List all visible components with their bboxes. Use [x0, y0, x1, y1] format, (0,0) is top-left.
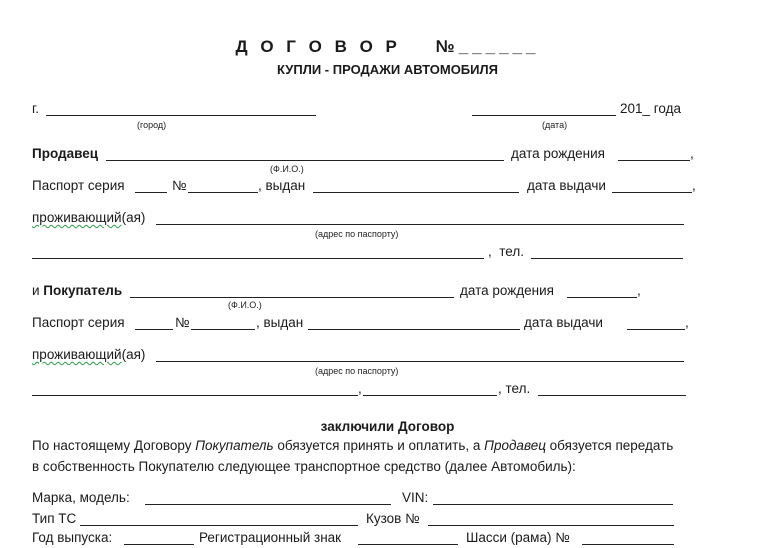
year-field[interactable] — [124, 544, 194, 545]
buyer-residing-label — [32, 347, 145, 363]
buyer-issue-date-field[interactable] — [627, 329, 685, 330]
seller-phone-label: , тел. — [488, 244, 524, 259]
seller-fio-field[interactable] — [106, 160, 504, 161]
buyer-residing-word: проживающий — [32, 347, 122, 362]
buyer-fio-field[interactable] — [130, 297, 454, 298]
buyer-issued-label: , выдан — [256, 315, 304, 330]
seller-residing-suffix: (ая) — [121, 210, 146, 225]
city-field[interactable] — [46, 115, 316, 116]
seller-birth-label: дата рождения — [511, 146, 605, 161]
buyer-address-field-1[interactable] — [156, 361, 684, 362]
vin-label: VIN: — [402, 490, 429, 505]
buyer-number-label: № — [175, 315, 190, 330]
year-text: 201_ года — [620, 101, 682, 116]
chassis-field[interactable] — [582, 544, 674, 545]
seller-issue-date-field[interactable] — [612, 192, 692, 193]
buyer-issued-field[interactable] — [308, 329, 520, 330]
seller-birth-comma: , — [690, 146, 694, 161]
seller-label: Продавец — [32, 146, 99, 161]
buyer-passport-number-field[interactable] — [191, 329, 255, 330]
seller-address-caption: (адрес по паспорту) — [315, 229, 399, 239]
buyer-birth-comma: , — [637, 283, 641, 298]
brand-field[interactable] — [145, 504, 391, 505]
seller-fio-caption: (Ф.И.О.) — [270, 164, 304, 174]
type-field[interactable] — [80, 525, 358, 526]
date-field[interactable] — [472, 115, 616, 116]
buyer-and-label: и — [32, 283, 44, 298]
seller-issued-field[interactable] — [313, 192, 519, 193]
seller-phone-field[interactable] — [531, 258, 683, 259]
seller-address-field-1[interactable] — [156, 224, 684, 225]
buyer-passport-label: Паспорт серия — [32, 315, 125, 330]
reg-field[interactable] — [358, 544, 458, 545]
chassis-label: Шасси (рама) № — [466, 530, 570, 545]
paragraph-line-1 — [32, 438, 673, 454]
seller-residing-word: проживающий — [32, 210, 122, 225]
city-caption: (город) — [137, 120, 167, 130]
seller-issued-label: , выдан — [258, 178, 306, 193]
seller-passport-label: Паспорт серия — [32, 178, 125, 193]
paragraph-seller-word: Продавец — [484, 438, 546, 453]
buyer-passport-series-field[interactable] — [135, 329, 173, 330]
seller-issue-comma: , — [692, 178, 696, 193]
seller-issue-date-label: дата выдачи — [527, 178, 606, 193]
vin-field[interactable] — [433, 504, 673, 505]
buyer-fio-caption: (Ф.И.О.) — [228, 300, 262, 310]
buyer-phone-field[interactable] — [538, 395, 686, 396]
seller-number-label: № — [172, 178, 187, 193]
contract-title: Д О Г О В О Р №______ — [235, 37, 540, 56]
brand-label: Марка, модель: — [32, 490, 130, 505]
paragraph-part-2: обязуется принять и оплатить, а — [273, 438, 485, 453]
buyer-phone-comma: , — [358, 381, 362, 396]
type-label: Тип ТС — [32, 511, 77, 526]
paragraph-line-2: в собственность Покупателю следующее транспортное средство (далее Автомобиль): — [32, 459, 576, 474]
buyer-birth-label: дата рождения — [460, 283, 554, 298]
contract-subtitle: КУПЛИ - ПРОДАЖИ АВТОМОБИЛЯ — [277, 62, 498, 77]
seller-residing-label — [32, 210, 145, 226]
buyer-address-field-3[interactable] — [363, 395, 497, 396]
seller-birth-field[interactable] — [618, 160, 690, 161]
buyer-residing-suffix: (ая) — [121, 347, 146, 362]
paragraph-part-3: обязуется передать — [545, 438, 674, 453]
buyer-birth-field[interactable] — [567, 297, 637, 298]
year-label: Год выпуска: — [32, 530, 113, 545]
buyer-heading — [32, 283, 122, 299]
paragraph-part-1: По настоящему Договору — [32, 438, 196, 453]
seller-passport-number-field[interactable] — [188, 192, 258, 193]
date-caption: (дата) — [542, 120, 568, 130]
paragraph-buyer-word: Покупатель — [195, 438, 274, 453]
buyer-label: Покупатель — [43, 283, 123, 298]
seller-passport-series-field[interactable] — [135, 192, 167, 193]
body-field[interactable] — [428, 525, 674, 526]
body-label: Кузов № — [366, 511, 420, 526]
buyer-issue-comma: , — [685, 315, 689, 330]
seller-address-field-2[interactable] — [32, 258, 484, 259]
reg-label: Регистрационный знак — [199, 530, 342, 545]
buyer-phone-label: , тел. — [498, 381, 531, 396]
city-prefix: г. — [32, 101, 40, 116]
buyer-address-field-2[interactable] — [32, 395, 358, 396]
concluded-heading: заключили Договор — [320, 419, 455, 434]
buyer-issue-date-label: дата выдачи — [524, 315, 603, 330]
buyer-address-caption: (адрес по паспорту) — [315, 366, 399, 376]
